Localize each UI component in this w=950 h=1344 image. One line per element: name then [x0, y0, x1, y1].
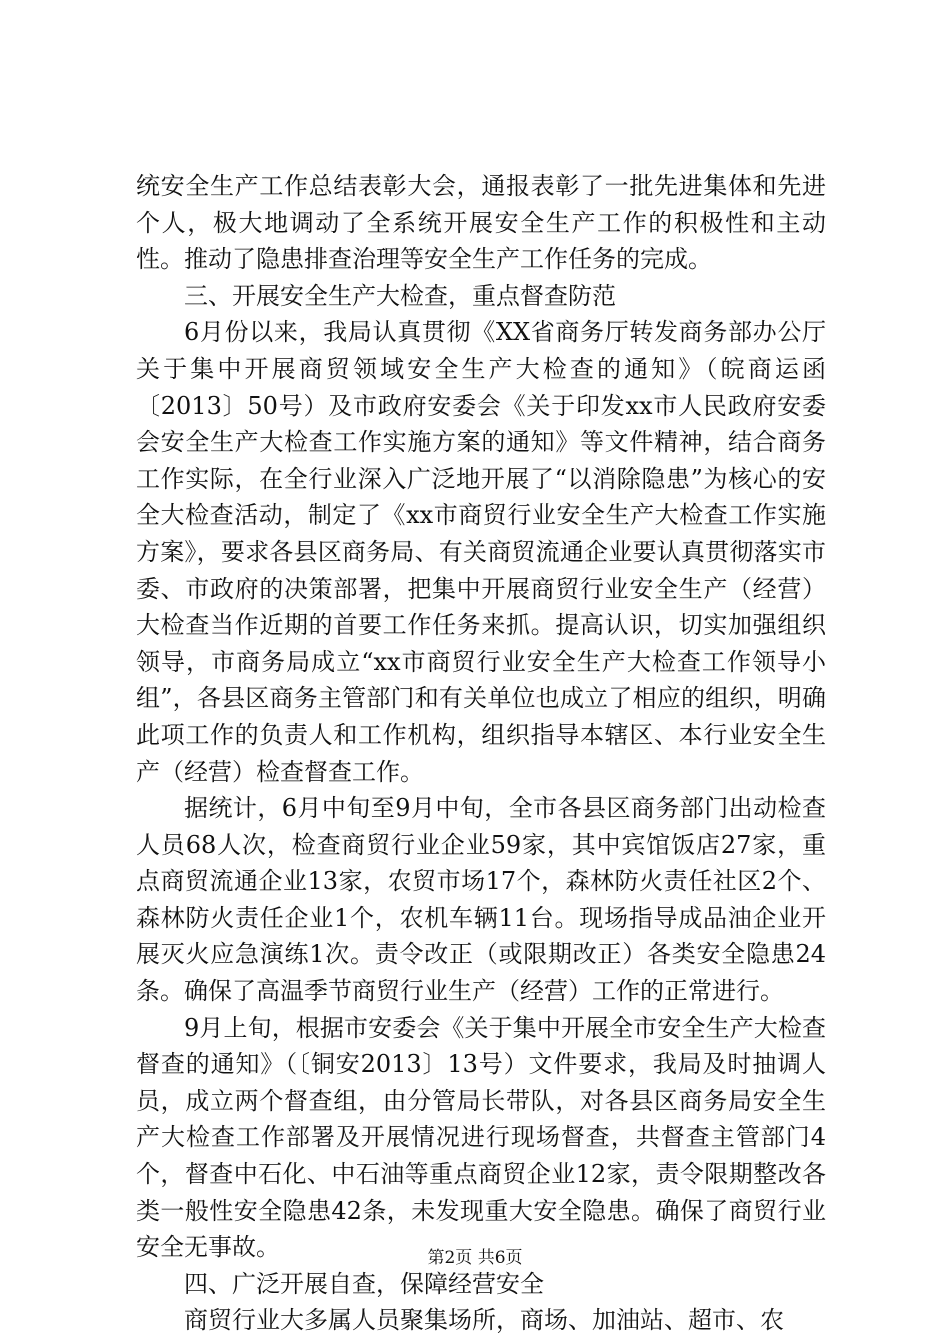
section-heading-4: 四、广泛开展自查，保障经营安全 — [184, 1269, 544, 1298]
paragraph-self-inspection: 商贸行业大多属人员聚集场所，商场、加油站、超市、农 — [184, 1306, 784, 1335]
paragraph-inspection-since-june: 6月份以来，我局认真贯彻《XX省商务厅转发商务部办公厅关于集中开展商贸领域安全生产大检查的通知》（皖商运函〔2013〕50号）及市政府安委会《关于印发xx市人民政府安委会安全生产大检查工作实施方案的通知》等文件精神，结合商务工作实际，在全行业深入广泛地开展了“以消除隐患”为核心的安全大检查活动，制定了《xx市商贸行业安全生产大检查工作实施方案》，要求各县区商务局、有关商贸流通企业要认真贯彻落实市委、市政府的决策部署，把集中开展商贸行业安全生产（经营）大检查当作近期的首要工作任务来抓。提高认识，切实加强组织领导，市商务局成立“xx市商贸行业安全生产大检查工作领导小组”，各县区商务主管部门和有关单位也成立了相应的组织，明确此项工作的负责人和工作机构，组织指导本辖区、本行业安全生产（经营）检查督查工作。 — [136, 318, 826, 786]
paragraph-continuation: 统安全生产工作总结表彰大会，通报表彰了一批先进集体和先进个人，极大地调动了全系统开展安全生产工作的积极性和主动性。推动了隐患排查治理等安全生产工作任务的完成。 — [136, 172, 826, 274]
section-heading-3: 三、开展安全生产大检查，重点督查防范 — [184, 281, 616, 310]
paragraph-september-supervision: 9月上旬，根据市安委会《关于集中开展全市安全生产大检查督查的通知》（〔铜安2013〕13号）文件要求，我局及时抽调人员，成立两个督查组，由分管局长带队，对各县区商务局安全生产大检查工作部署及开展情况进行现场督查，共督查主管部门4个，督查中石化、中石油等重点商贸企业12家，责令限期整改各类一般性安全隐患42条，未发现重大安全隐患。确保了商贸行业安全无事故。 — [136, 1013, 826, 1262]
paragraph-statistics: 据统计，6月中旬至9月中旬，全市各县区商务部门出动检查人员68人次，检查商贸行业企业59家，其中宾馆饭店27家，重点商贸流通企业13家，农贸市场17个，森林防火责任社区2个、森林防火责任企业1个，农机车辆11台。现场指导成品油企业开展灭火应急演练1次。责令改正（或限期改正）各类安全隐患24条。确保了高温季节商贸行业生产（经营）工作的正常进行。 — [136, 794, 826, 1006]
document-body — [136, 168, 826, 1339]
page-number-footer: 第2页 共6页 — [427, 1248, 523, 1268]
